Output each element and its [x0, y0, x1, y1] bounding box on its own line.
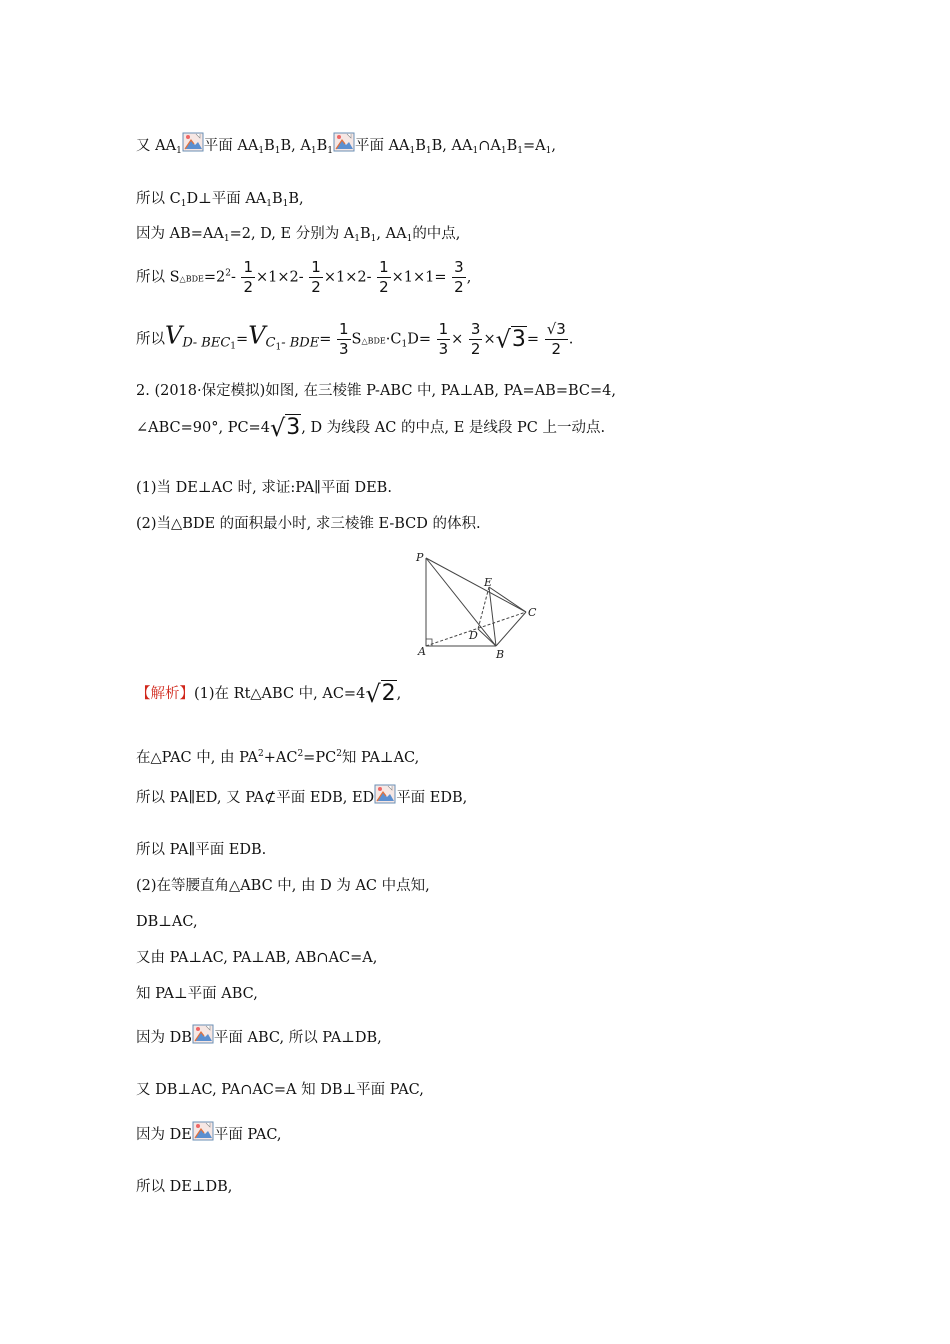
fraction [545, 320, 568, 359]
numerator: 1 [311, 258, 321, 276]
text: 平面 AA [354, 138, 410, 154]
denominator: 3 [338, 340, 349, 358]
numerator: 1 [438, 320, 449, 338]
text: D= [407, 331, 431, 348]
text: ∠ABC=90°, PC=4 [136, 420, 270, 436]
solution-line-6: DB⊥AC, [136, 914, 198, 930]
radical-sign: √ [365, 680, 381, 708]
subscript: 1 [370, 234, 377, 244]
superscript: 2 [297, 749, 304, 759]
text: 的中点, [412, 226, 461, 242]
denominator: 3 [438, 340, 449, 358]
text: 在△PAC 中, 由 PA [136, 750, 258, 766]
text: ·C [385, 331, 402, 348]
subscript: 1 [176, 146, 182, 156]
text: , AA [376, 226, 407, 242]
numerator: 1 [338, 320, 349, 338]
text: - [230, 269, 236, 286]
superscript: 2 [257, 749, 264, 759]
numerator: 3 [454, 258, 464, 276]
text: =2 [203, 269, 226, 286]
text: = [236, 331, 249, 348]
text-line-2 [136, 189, 304, 214]
solution-line-4: 所以 PA∥平面 EDB. [136, 842, 267, 858]
text: , [466, 269, 472, 286]
text: . [568, 331, 574, 348]
text: 所以 [136, 331, 165, 348]
edge-EC [489, 587, 526, 612]
broken-image-icon [192, 1024, 214, 1044]
subscript: - BEC [192, 335, 231, 351]
subscript: 1 [275, 342, 282, 353]
radical-sign: √ [495, 325, 511, 354]
text: (1)在 Rt△ABC 中, AC=4 [194, 686, 366, 702]
fraction [469, 320, 483, 359]
fraction [241, 258, 255, 297]
formula-volume [136, 320, 573, 359]
text: 所以 PA∥ED, 又 PA⊄平面 EDB, ED [136, 790, 375, 806]
fraction [337, 320, 351, 359]
denominator: 2 [551, 340, 562, 358]
subscript: 1 [223, 234, 230, 244]
text: × [451, 331, 464, 348]
subscript: 1 [425, 146, 432, 156]
edge-DB [478, 629, 496, 646]
text: 所以 C [136, 191, 181, 207]
broken-image-icon [333, 132, 355, 152]
pyramid-figure [412, 550, 542, 662]
numerator: 3 [470, 320, 481, 338]
text: 平面 EDB, [396, 790, 468, 806]
text: 所以 S [136, 269, 180, 286]
formula-area [136, 258, 471, 297]
subscript: 1 [266, 199, 273, 209]
broken-image-icon [374, 784, 396, 804]
text: ∩A [478, 138, 501, 154]
subscript: 1 [327, 146, 333, 156]
edge-PC [426, 558, 526, 612]
text: B [415, 138, 426, 154]
solution-line-8: 知 PA⊥平面 ABC, [136, 986, 258, 1002]
fraction [452, 258, 466, 297]
text: = [319, 331, 332, 348]
edge-BC [496, 612, 526, 646]
text: B, A [280, 138, 311, 154]
solution-line-3 [136, 784, 467, 808]
label-D: D [469, 629, 478, 642]
edge-EB [489, 587, 496, 646]
subscript: 1 [180, 199, 187, 209]
superscript: 2 [225, 268, 231, 279]
solution-tag: 【解析】 [136, 686, 194, 702]
text-line-3 [136, 224, 460, 249]
label-B: B [496, 648, 505, 661]
text: 又 AA [136, 138, 177, 154]
text: 知 PA⊥AC, [341, 750, 420, 766]
text: B [264, 138, 275, 154]
denominator: 2 [311, 278, 321, 296]
label-A: A [418, 645, 426, 658]
text: , D 为线段 AC 的中点, E 是线段 PC 上一动点. [301, 420, 606, 436]
edge-ED-dashed [478, 587, 489, 629]
subscript: D [182, 335, 193, 351]
math-var: V [165, 321, 183, 350]
solution-line-10: 又 DB⊥AC, PA∩AC=A 知 DB⊥平面 PAC, [136, 1082, 424, 1098]
superscript: 2 [336, 749, 342, 759]
math-var: V [248, 321, 266, 350]
subscript: 1 [500, 146, 507, 156]
broken-image-icon [182, 132, 204, 152]
radicand: 3 [511, 326, 526, 352]
question-1: (1)当 DE⊥AC 时, 求证:PA∥平面 DEB. [136, 480, 392, 496]
subscript: 1 [274, 146, 281, 156]
text: B [506, 138, 518, 154]
numerator: √3 [546, 320, 566, 338]
subscript: △BDE [179, 274, 204, 284]
solution-line-12: 所以 DE⊥DB, [136, 1179, 233, 1195]
text: 平面 ABC, 所以 PA⊥DB, [213, 1030, 382, 1046]
numerator: 1 [379, 258, 389, 276]
solution-line-2 [136, 744, 419, 768]
text: 因为 AB=AA [136, 226, 224, 242]
text: B, AA [431, 138, 473, 154]
problem-statement-cont [136, 414, 606, 442]
text-line-1 [136, 132, 556, 161]
text: B [316, 138, 328, 154]
solution-line-1 [136, 680, 402, 708]
question-2: (2)当△BDE 的面积最小时, 求三棱锥 E-BCD 的体积. [136, 516, 481, 532]
text: 平面 AA [203, 138, 259, 154]
subscript: 1 [406, 234, 413, 244]
subscript: 1 [230, 341, 237, 352]
solution-line-7: 又由 PA⊥AC, PA⊥AB, AB∩AC=A, [136, 950, 378, 966]
text: 因为 DE [136, 1127, 192, 1143]
subscript: 1 [258, 146, 265, 156]
label-P: P [416, 551, 424, 564]
text: B, [288, 191, 304, 207]
radical-sign: √ [269, 414, 286, 442]
numerator: 1 [243, 258, 254, 276]
text: , [551, 138, 556, 154]
right-angle-mark [426, 639, 432, 646]
text: ×1×2- [256, 269, 304, 286]
text: = [526, 331, 540, 348]
label-C: C [528, 606, 537, 619]
label-E: E [484, 576, 493, 589]
text: B [360, 226, 371, 242]
text: S [351, 331, 362, 348]
text: 因为 DB [136, 1030, 192, 1046]
denominator: 2 [379, 278, 389, 296]
fraction [437, 320, 451, 359]
text: × [483, 331, 496, 348]
denominator: 2 [454, 278, 464, 296]
text: , [396, 686, 402, 702]
text: =2, D, E 分别为 A [229, 226, 355, 242]
subscript: - BDE [281, 335, 320, 351]
denominator: 2 [470, 340, 481, 358]
solution-line-9 [136, 1024, 382, 1048]
fraction [309, 258, 323, 297]
solution-line-5: (2)在等腰直角△ABC 中, 由 D 为 AC 中点知, [136, 878, 430, 894]
radicand: 3 [286, 415, 301, 440]
subscript: △BDE [361, 336, 386, 346]
subscript: 1 [545, 146, 552, 156]
subscript: 1 [310, 146, 317, 156]
solution-line-11 [136, 1121, 282, 1145]
text: ×1×2- [323, 269, 372, 286]
text: =A [522, 138, 546, 154]
text: ×1×1= [391, 269, 447, 286]
text: 平面 PAC, [213, 1127, 282, 1143]
subscript: 1 [354, 234, 361, 244]
subscript: 1 [472, 146, 479, 156]
subscript: 1 [517, 146, 523, 156]
text: +AC [263, 750, 298, 766]
broken-image-icon [192, 1121, 214, 1141]
denominator: 2 [243, 278, 254, 296]
text: D⊥平面 AA [186, 191, 267, 207]
problem-statement: 2. (2018·保定模拟)如图, 在三棱锥 P-ABC 中, PA⊥AB, PA=AB=BC=4, [136, 383, 616, 399]
subscript: 1 [409, 146, 416, 156]
radicand: 2 [381, 681, 396, 706]
subscript: 1 [401, 339, 408, 350]
subscript: C [265, 335, 276, 351]
text: B [272, 191, 283, 207]
fraction [377, 258, 391, 297]
subscript: 1 [282, 199, 289, 209]
text: =PC [303, 750, 337, 766]
